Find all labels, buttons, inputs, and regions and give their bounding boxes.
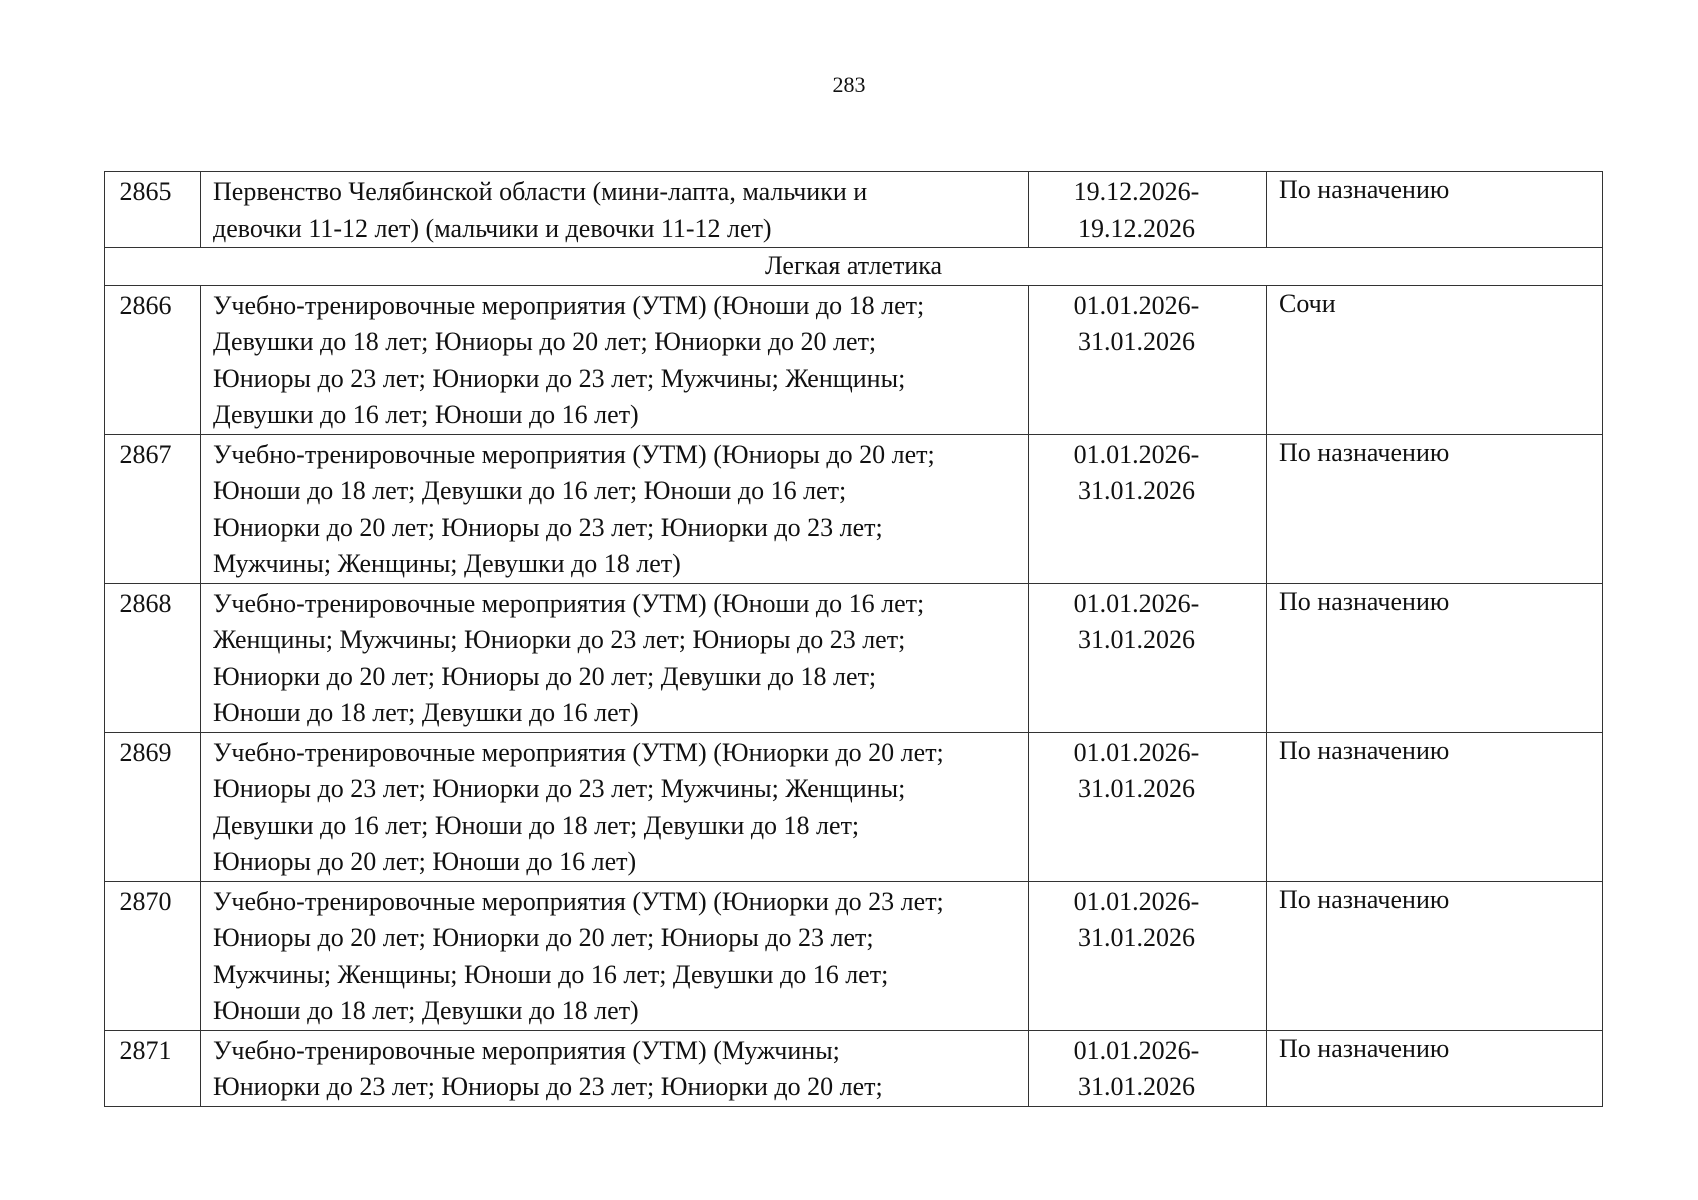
row-number: 2867 xyxy=(105,434,201,583)
row-number: 2870 xyxy=(105,881,201,1030)
row-number: 2865 xyxy=(105,172,201,248)
section-header-row xyxy=(105,248,1603,286)
event-name: Учебно-тренировочные мероприятия (УТМ) (Мужчины; Юниорки до 23 лет; Юниоры до 23 лет; Юниорки до 20 лет; xyxy=(201,1030,1029,1106)
event-dates: 01.01.2026- 31.01.2026 xyxy=(1029,881,1267,1030)
table-row xyxy=(105,583,1603,732)
event-place: По назначению xyxy=(1267,732,1603,881)
event-name: Первенство Челябинской области (мини-лапта, мальчики и девочки 11-12 лет) (мальчики и девочки 11-12 лет) xyxy=(201,172,1029,248)
event-name: Учебно-тренировочные мероприятия (УТМ) (Юниоры до 20 лет; Юноши до 18 лет; Девушки до 16 лет; Юноши до 16 лет; Юниорки до 20 лет; Юниоры до 23 лет; Юниорки до 23 лет; Мужчины; Женщины; Девушки до 18 лет) xyxy=(201,434,1029,583)
event-place: Сочи xyxy=(1267,285,1603,434)
row-number: 2866 xyxy=(105,285,201,434)
table-row xyxy=(105,1030,1603,1106)
event-name: Учебно-тренировочные мероприятия (УТМ) (Юноши до 16 лет; Женщины; Мужчины; Юниорки до 23 лет; Юниоры до 23 лет; Юниорки до 20 лет; Юниоры до 20 лет; Девушки до 18 лет; Юноши до 18 лет; Девушки до 16 лет) xyxy=(201,583,1029,732)
row-number: 2871 xyxy=(105,1030,201,1106)
event-dates: 01.01.2026- 31.01.2026 xyxy=(1029,1030,1267,1106)
table-row xyxy=(105,285,1603,434)
row-number: 2869 xyxy=(105,732,201,881)
event-dates: 01.01.2026- 31.01.2026 xyxy=(1029,583,1267,732)
table-row xyxy=(105,172,1603,248)
table-row xyxy=(105,732,1603,881)
event-place: По назначению xyxy=(1267,172,1603,248)
event-dates: 01.01.2026- 31.01.2026 xyxy=(1029,732,1267,881)
row-number: 2868 xyxy=(105,583,201,732)
event-dates: 01.01.2026- 31.01.2026 xyxy=(1029,285,1267,434)
event-name: Учебно-тренировочные мероприятия (УТМ) (Юниорки до 20 лет; Юниоры до 23 лет; Юниорки до 23 лет; Мужчины; Женщины; Девушки до 16 лет; Юноши до 18 лет; Девушки до 18 лет; Юниоры до 20 лет; Юноши до 16 лет) xyxy=(201,732,1029,881)
event-dates: 19.12.2026- 19.12.2026 xyxy=(1029,172,1267,248)
event-name: Учебно-тренировочные мероприятия (УТМ) (Юноши до 18 лет; Девушки до 18 лет; Юниоры до 20 лет; Юниорки до 20 лет; Юниоры до 23 лет; Юниорки до 23 лет; Мужчины; Женщины; Девушки до 16 лет; Юноши до 16 лет) xyxy=(201,285,1029,434)
event-place: По назначению xyxy=(1267,881,1603,1030)
event-place: По назначению xyxy=(1267,583,1603,732)
event-dates: 01.01.2026- 31.01.2026 xyxy=(1029,434,1267,583)
section-title: Легкая атлетика xyxy=(105,248,1603,286)
table-row xyxy=(105,434,1603,583)
table-row xyxy=(105,881,1603,1030)
event-place: По назначению xyxy=(1267,434,1603,583)
event-place: По назначению xyxy=(1267,1030,1603,1106)
page-number: 283 xyxy=(832,72,866,97)
event-name: Учебно-тренировочные мероприятия (УТМ) (Юниорки до 23 лет; Юниоры до 20 лет; Юниорки до 20 лет; Юниоры до 23 лет; Мужчины; Женщины; Юноши до 16 лет; Девушки до 16 лет; Юноши до 18 лет; Девушки до 18 лет) xyxy=(201,881,1029,1030)
events-table xyxy=(104,171,1603,1107)
